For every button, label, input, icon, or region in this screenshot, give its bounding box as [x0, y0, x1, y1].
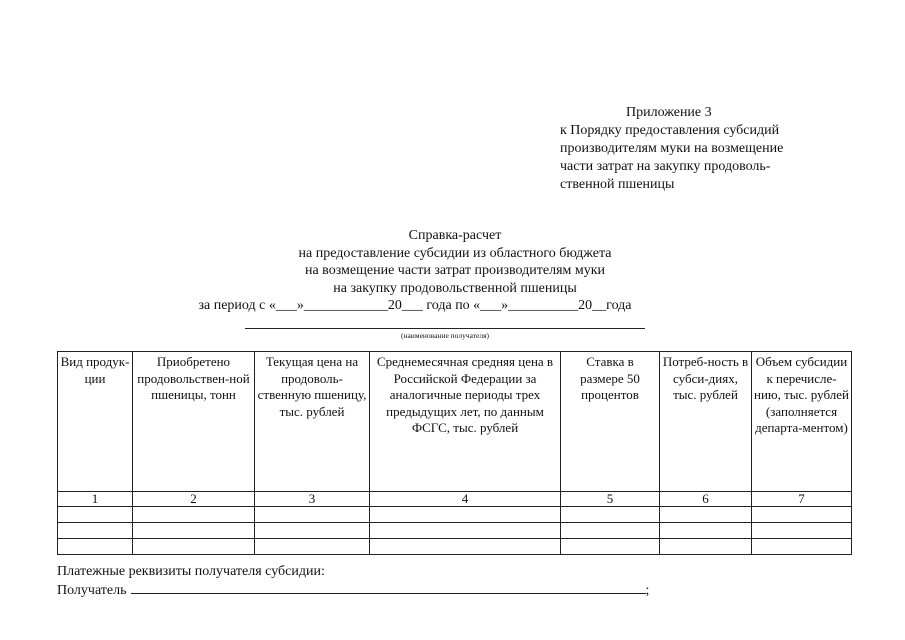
column-number-row: [58, 492, 852, 507]
table-cell: [58, 539, 133, 555]
table-cell: [660, 539, 752, 555]
header-cell: Приобретено продовольствен-ной пшеницы, тонн: [133, 352, 255, 492]
appendix-line: производителям муки на возмещение: [560, 141, 784, 156]
recipient-end: ;: [645, 583, 650, 598]
header-cell: Среднемесячная средняя цена в Российской Федерации за аналогичные периоды трех предыдущих лет, по данным ФСГС, тыс. рублей: [370, 352, 561, 492]
document-title: Справка-расчет: [408, 228, 502, 243]
column-number: 2: [133, 492, 255, 507]
table-cell: [133, 523, 255, 539]
table-cell: [133, 539, 255, 555]
header-cell: Объем субсидии к перечисле-нию, тыс. рублей (заполняется департа-ментом): [752, 352, 852, 492]
period-line: за период с «___»____________20___ года по «___»__________20__года: [198, 298, 632, 313]
calculation-table: [57, 351, 852, 555]
column-number: 4: [370, 492, 561, 507]
column-number: 3: [255, 492, 370, 507]
table-cell: [752, 539, 852, 555]
payment-details-label: Платежные реквизиты получателя субсидии:: [57, 564, 325, 579]
table-cell: [561, 539, 660, 555]
recipient-row: [57, 581, 757, 600]
table-cell: [752, 507, 852, 523]
table-cell: [752, 523, 852, 539]
table-cell: [561, 523, 660, 539]
table-cell: [370, 539, 561, 555]
appendix-line: к Порядку предоставления субсидий: [560, 123, 780, 138]
recipient-name-caption: (наименование получателя): [400, 331, 490, 340]
table-cell: [255, 539, 370, 555]
title-block: [160, 227, 750, 315]
table-cell: [370, 523, 561, 539]
appendix-block: [560, 104, 860, 194]
header-cell: Потреб-ность в субси-диях, тыс. рублей: [660, 352, 752, 492]
header-cell: Ставка в размере 50 процентов: [561, 352, 660, 492]
table-cell: [58, 507, 133, 523]
header-cell: Вид продук-ции: [58, 352, 133, 492]
table-row: [58, 523, 852, 539]
subtitle-line: на предоставление субсидии из областного бюджета: [298, 245, 612, 261]
appendix-title: Приложение 3: [626, 105, 712, 120]
column-number: 6: [660, 492, 752, 507]
table-cell: [58, 523, 133, 539]
recipient-label: Получатель: [57, 583, 127, 598]
appendix-line: части затрат на закупку продоволь-: [560, 159, 771, 174]
subtitle-line: на закупку продовольственной пшеницы: [333, 280, 577, 296]
table-row: [58, 539, 852, 555]
subtitle-line: на возмещение части затрат производителям муки: [304, 263, 606, 278]
table-cell: [660, 523, 752, 539]
column-number: 1: [58, 492, 133, 507]
column-number: 5: [561, 492, 660, 507]
recipient-name-line: [245, 328, 645, 329]
table-cell: [370, 507, 561, 523]
table-header-row: [58, 352, 852, 492]
recipient-fill-line: [131, 581, 646, 594]
column-number: 7: [752, 492, 852, 507]
table-row: [58, 507, 852, 523]
table-cell: [561, 507, 660, 523]
table-cell: [660, 507, 752, 523]
header-cell: Текущая цена на продоволь-ственную пшеницу, тыс. рублей: [255, 352, 370, 492]
table-cell: [255, 523, 370, 539]
table-cell: [255, 507, 370, 523]
appendix-line: ственной пшеницы: [560, 177, 675, 192]
table-cell: [133, 507, 255, 523]
